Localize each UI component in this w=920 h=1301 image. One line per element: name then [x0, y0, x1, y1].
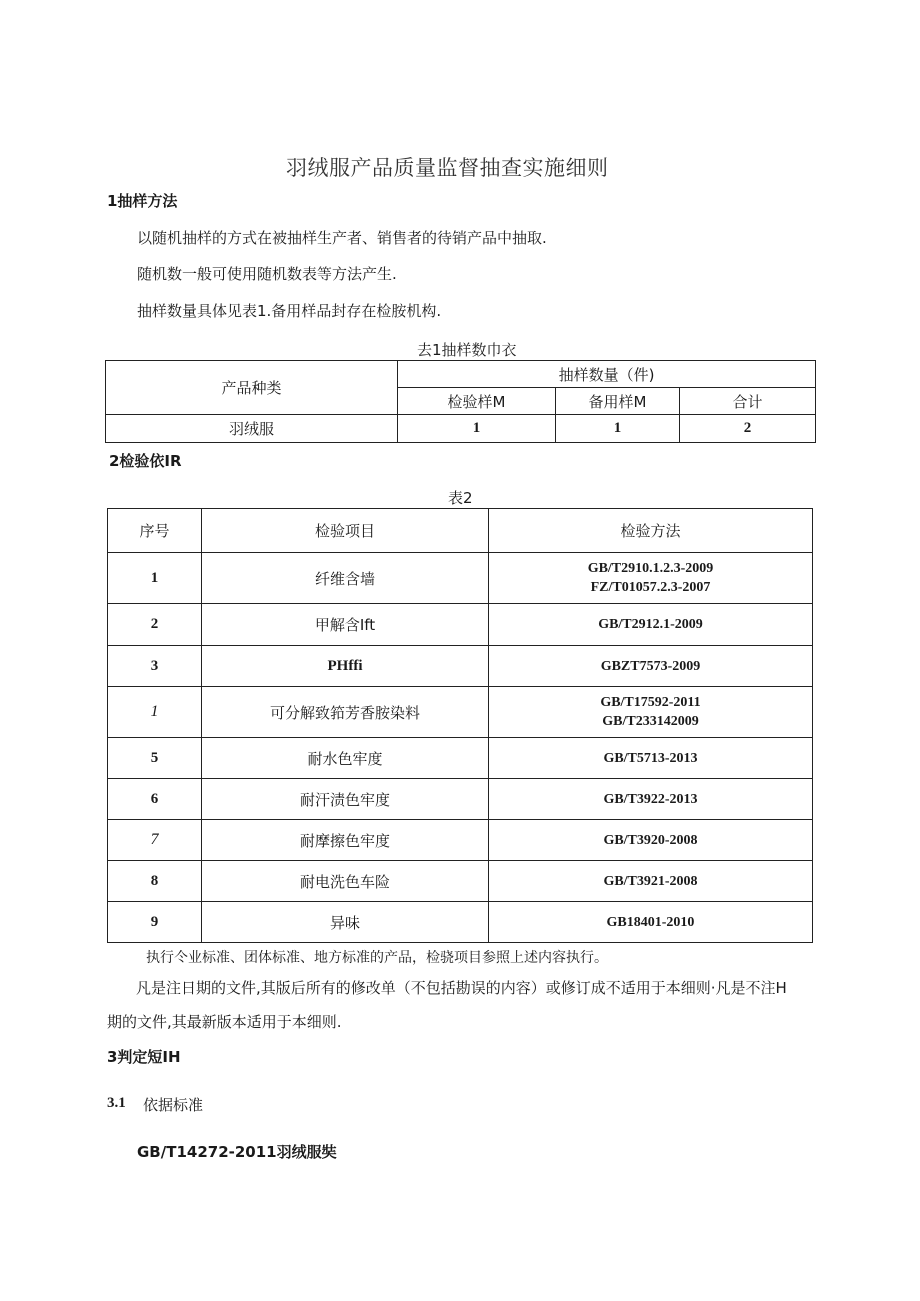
row-number: 7	[108, 820, 202, 861]
inspection-item: 耐电洗色车险	[202, 861, 489, 902]
inspection-item: 耐水色牢度	[202, 738, 489, 779]
table-2	[107, 508, 813, 943]
inspection-item: 耐摩擦色牢度	[202, 820, 489, 861]
note-line: 期的文件,其最新版本适用于本细则.	[107, 1013, 342, 1031]
table-row	[108, 902, 813, 943]
table-2-header: 序号	[108, 509, 202, 553]
note-line: 凡是注日期的文件,其版后所有的修改单（不包括勘误的内容）或修订成不适用于本细则·凡是不注H	[136, 979, 787, 997]
table-1-category-header: 产品种类	[106, 361, 398, 415]
note-line: 执行仒业标准、团体标准、地方标准的产品，检骁项目参照上述内容执行。	[146, 950, 608, 966]
method-code: GB/T5713-2013	[603, 750, 698, 766]
method-code: GB18401-2010	[606, 914, 695, 930]
table-2-caption: 表2	[448, 489, 473, 507]
test-method	[489, 604, 813, 646]
section-1-paragraph: 以随机抽样的方式在被抽样生产者、销售者的待销产品中抽取.	[137, 229, 547, 247]
method-code: GB/T3920-2008	[603, 832, 698, 848]
test-method	[489, 820, 813, 861]
table-row	[108, 553, 813, 604]
section-2-heading: 2检验依IR	[109, 452, 182, 470]
table-row	[108, 687, 813, 738]
test-method	[489, 779, 813, 820]
row-number: 2	[108, 604, 202, 646]
method-code: GB/T2910.1.2.3-2009	[587, 561, 714, 576]
reference-standard: GB/T14272-2011羽绒服奘	[137, 1143, 337, 1161]
row-number: 1	[108, 687, 202, 738]
subsection-title: 依据标准	[143, 1096, 204, 1114]
test-method	[489, 553, 813, 604]
inspection-item: 纤维含墙	[202, 553, 489, 604]
row-number: 8	[108, 861, 202, 902]
section-3-heading: 3判定短IH	[107, 1048, 181, 1066]
test-method	[489, 646, 813, 687]
inspection-item: 可分解致筘芳香胺染料	[202, 687, 489, 738]
table-row	[108, 779, 813, 820]
table-2-header: 检验方法	[489, 509, 813, 553]
test-method	[489, 902, 813, 943]
table-row	[108, 820, 813, 861]
table-row	[108, 738, 813, 779]
inspection-item: 异味	[202, 902, 489, 943]
method-code: GB/T3922-2013	[603, 791, 698, 807]
row-number: 3	[108, 646, 202, 687]
table-1-value-cell: 1	[398, 415, 556, 443]
method-code: GB/T233142009	[602, 714, 699, 729]
table-1-value-cell: 2	[680, 415, 816, 443]
section-1-paragraph: 抽样数量具体见表1.备用样品封存在检胺机构.	[137, 302, 442, 320]
section-1-heading: 1抽样方法	[107, 192, 178, 210]
test-method	[489, 687, 813, 738]
method-code: GB/T17592-2011	[600, 695, 701, 710]
row-number: 9	[108, 902, 202, 943]
table-1-subheader: 合计	[680, 388, 816, 415]
table-1-value-cell: 1	[556, 415, 680, 443]
inspection-item: PHffi	[202, 646, 489, 687]
table-row	[108, 861, 813, 902]
inspection-item: 耐汗渍色牢度	[202, 779, 489, 820]
method-code: GB/T2912.1-2009	[598, 617, 703, 632]
table-1-subheader: 备用样M	[556, 388, 680, 415]
table-1-category-cell: 羽绒服	[106, 415, 398, 443]
table-2-header: 检验项目	[202, 509, 489, 553]
page-title: 羽绒服产品质量监督抽查实施细则	[286, 156, 609, 180]
row-number: 6	[108, 779, 202, 820]
inspection-item: 甲解含Ift	[202, 604, 489, 646]
row-number: 5	[108, 738, 202, 779]
table-1	[105, 360, 816, 443]
subsection-number: 3.1	[107, 1095, 126, 1111]
method-code: FZ/T01057.2.3-2007	[590, 580, 711, 595]
table-row	[108, 604, 813, 646]
table-1-subheader: 检验样M	[398, 388, 556, 415]
table-1-group-header: 抽样数量（件)	[398, 361, 816, 388]
method-code: GBZT7573-2009	[600, 658, 701, 674]
section-1-paragraph: 随机数一般可使用随机数表等方法产生.	[137, 265, 397, 283]
method-code: GB/T3921-2008	[603, 873, 698, 889]
test-method	[489, 738, 813, 779]
test-method	[489, 861, 813, 902]
row-number: 1	[108, 553, 202, 604]
table-1-caption: 去1抽样数巾衣	[417, 341, 517, 359]
table-row	[108, 646, 813, 687]
